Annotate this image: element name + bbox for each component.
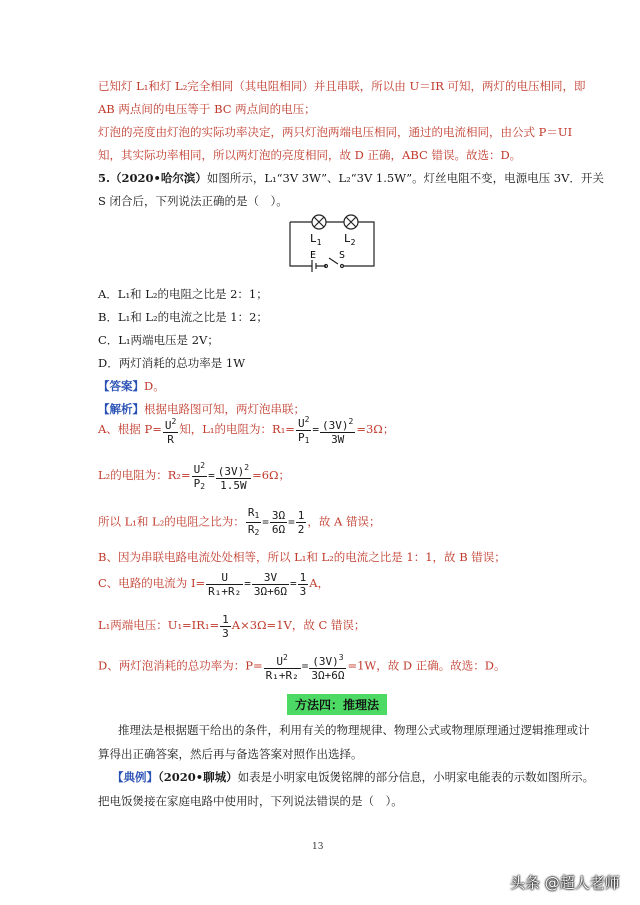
question5-line1 (98, 170, 604, 186)
option-d: D．两灯消耗的总功率是 1W (98, 356, 246, 370)
para1-line1: 已知灯 L₁和灯 L₂完全相同（其电阻相同）并且串联，所以由 U＝IR 可知，两灯的电压相同，即 (98, 79, 586, 93)
answer-line (98, 378, 165, 394)
fraction-3-over-6: $\frac{3\Omega}{6\Omega}$ (271, 509, 286, 536)
question5-text: 如图所示，L₁“3V 3W”、L₂“3V 1.5W”。灯丝电阻不变，电源电压 3V．开关 (206, 171, 604, 185)
answer-value: D。 (144, 379, 165, 393)
watermark: 头条 @超人老师 (510, 874, 620, 892)
fraction-1-over-3-b: $\frac{1}{3}$ (222, 612, 229, 640)
fraction-u2-over-p2: $\frac{U^2}{P_2}$ (193, 461, 206, 491)
option-c: C．L₁两端电压是 2V； (98, 333, 219, 347)
label-l2: $L_2$ (344, 232, 356, 247)
reasoning-line1: 推理法是根据题干给出的条件，利用有关的物理规律、物理公式或物理原理通过逻辑推理或计 (118, 723, 590, 737)
para1-line4: 知，其实际功率相同，所以两灯泡的亮度相同，故 D 正确，ABC 错误。故选：D。 (98, 148, 522, 162)
fraction-3v-over-9ohm: $\frac{3V}{3\Omega+6\Omega}$ (253, 570, 288, 598)
question5-line2: S 闭合后，下列说法正确的是（ ）。 (98, 194, 288, 208)
analysis-r2-line: L₂的电阻为：R₂= $\frac{U^2}{P_2}$ = $\frac{(3V)^2}{1.5W}$ =6Ω； (98, 461, 291, 492)
circuit-diagram (286, 208, 380, 276)
method4-heading: 方法四：推理法 (287, 694, 387, 715)
label-s: S (339, 250, 346, 261)
fraction-u2-over-r: $\frac{U^2}{R}$ (164, 416, 177, 446)
analysis-b-line: B、因为串联电路电流处处相等，所以 L₁和 L₂的电流之比是 1：1，故 B 错误； (98, 550, 506, 564)
example-bracket: 【典例】 (112, 770, 158, 784)
example-line1: 【典例】（2020•聊城）如表是小明家电饭煲铭牌的部分信息，小明家电能表的示数如图所示。 (112, 770, 595, 784)
battery-icon (312, 260, 316, 272)
analysis-intro: 根据电路图可知，两灯泡串联； (144, 402, 305, 416)
analysis-a-line: A、根据 P= $\frac{U^2}{R}$ 知，L₁的电阻为：R₁= $\frac{U^2}{P_1}$ = $\frac{(3V)^2}{3W}$ =3Ω； (98, 415, 395, 446)
fraction-u2-over-p1: $\frac{U^2}{P_1}$ (297, 415, 310, 445)
fraction-3v3-over-9ohm: $\frac{(3V)^3}{3\Omega+6\Omega}$ (311, 653, 345, 682)
question5-number: 5.（2020•哈尔滨） (98, 171, 207, 185)
analysis-u1-line: L₁两端电压：U₁=IR₁= $\frac{1}{3}$ A×3Ω=1V，故 C 错误； (98, 612, 366, 640)
fraction-3v2-over-3w: $\frac{(3V)^2}{3W}$ (322, 416, 354, 446)
fraction-r1-over-r2: $\frac{R_1}{R_2}$ (247, 506, 260, 537)
para1-line2: AB 两点间的电压等于 BC 两点间的电压； (98, 102, 316, 116)
fraction-u-over-r1r2: $\frac{U}{\text{R₁+R₂}}$ (208, 570, 242, 598)
option-a: A．L₁和 L₂的电阻之比是 2：1； (98, 287, 268, 301)
example-line2: 把电饭煲接在家庭电路中使用时，下列说法错误的是（ ）。 (98, 794, 403, 808)
example-source: （2020•聊城） (158, 770, 238, 784)
para1-line3: 灯泡的亮度由灯泡的实际功率决定，两只灯泡两端电压相同，通过的电流相同，由公式 P＝UI (98, 125, 573, 139)
label-l1: $L_1$ (310, 232, 322, 247)
label-e: E (310, 250, 317, 261)
fraction-1-over-3: $\frac{1}{3}$ (299, 570, 307, 598)
reasoning-line2: 算得出正确答案，然后再与备选答案对照作出选择。 (98, 747, 363, 761)
analysis-d-line: D、两灯泡消耗的总功率为：P= $\frac{U^2}{\text{R₁+R₂}}$ = $\frac{(3V)^3}{3\Omega+6\Omega}$ =1W，故 D 正确。故选：D。 (98, 653, 506, 682)
page-number: 13 (312, 842, 324, 852)
fraction-u2-over-r1r2: $\frac{U^2}{\text{R₁+R₂}}$ (265, 653, 299, 682)
answer-bracket: 【答案】 (98, 379, 144, 393)
option-b: B．L₁和 L₂的电流之比是 1：2； (98, 310, 268, 324)
analysis-bracket: 【解析】 (98, 402, 144, 416)
fraction-3v2-over-15w: $\frac{(3V)^2}{1.5W}$ (217, 462, 250, 492)
fraction-1-over-2: $\frac{1}{2}$ (297, 509, 305, 536)
analysis-ratio-line: 所以 L₁和 L₂的电阻之比为： $\frac{R_1}{R_2}$ = $\frac{3\Omega}{6\Omega}$ = $\frac{1}{2}$ ，故 A 错误； (98, 506, 381, 537)
analysis-c-line: C、电路的电流为 I= $\frac{U}{\text{R₁+R₂}}$ = $\frac{3V}{3\Omega+6\Omega}$ = $\frac{1}{3}$ A， (98, 570, 330, 598)
